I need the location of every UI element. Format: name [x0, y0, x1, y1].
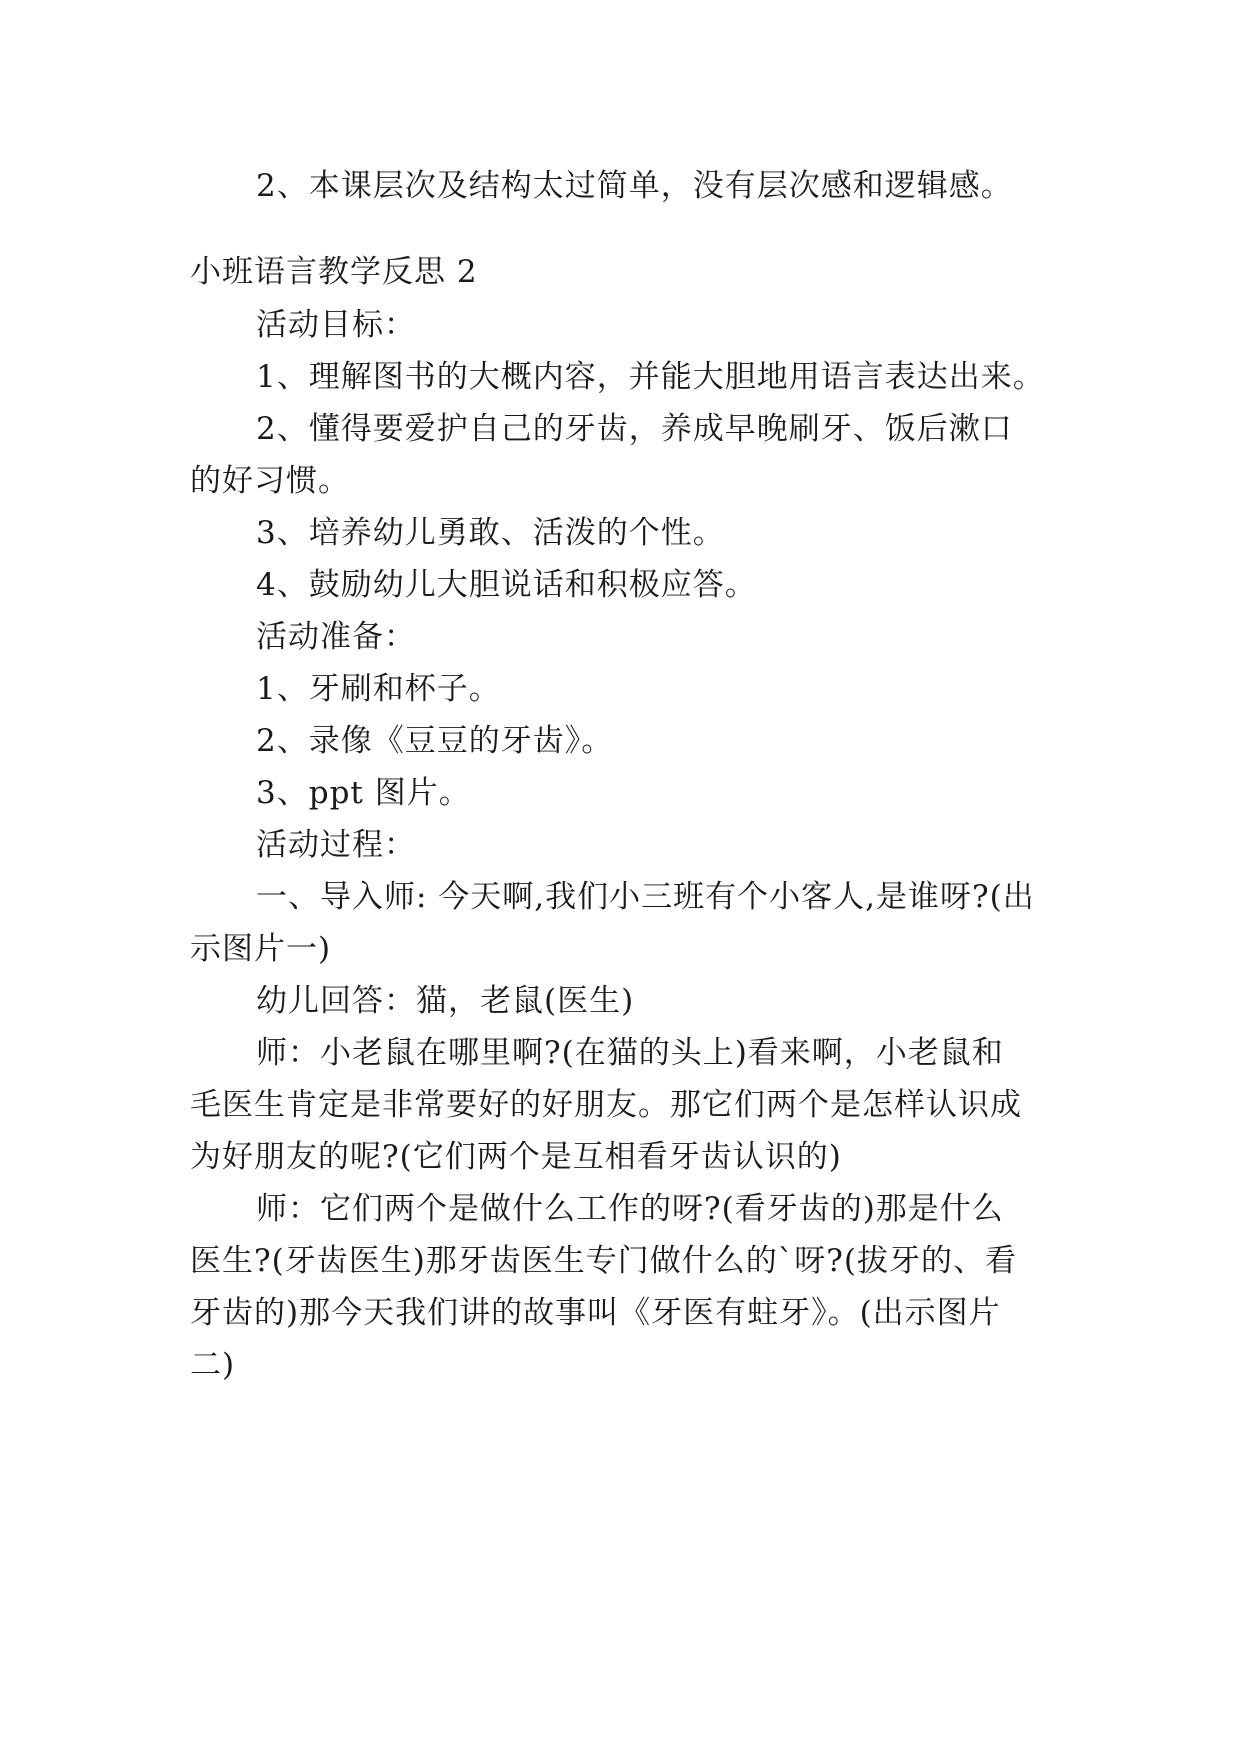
goal-item-3: 3、培养幼儿勇敢、活泼的个性。 [256, 515, 725, 551]
teacher-dialogue-2-line-2: 医生?(牙齿医生)那牙齿医生专门做什么的`呀?(拔牙的、看 [190, 1243, 1018, 1279]
goal-item-4: 4、鼓励幼儿大胆说话和积极应答。 [256, 567, 757, 603]
goals-heading: 活动目标： [256, 307, 416, 343]
process-intro-line-2: 示图片一) [190, 931, 332, 967]
goal-item-2-line-2: 的好习惯。 [190, 463, 350, 499]
child-answer: 幼儿回答：猫，老鼠(医生) [256, 983, 635, 1019]
goal-item-1: 1、理解图书的大概内容，并能大胆地用语言表达出来。 [256, 359, 1045, 395]
teacher-dialogue-1-line-3: 为好朋友的呢?(它们两个是互相看牙齿认识的) [190, 1139, 842, 1175]
teacher-dialogue-2-line-4: 二) [190, 1347, 236, 1383]
prep-item-1: 1、牙刷和杯子。 [256, 671, 501, 707]
process-intro-line-1: 一、导入师: 今天啊,我们小三班有个小客人,是谁呀?(出 [256, 879, 1035, 915]
teacher-dialogue-2-line-3: 牙齿的)那今天我们讲的故事叫《牙医有蛀牙》。(出示图片 [190, 1295, 1001, 1331]
prep-item-2: 2、录像《豆豆的牙齿》。 [256, 723, 614, 759]
process-heading: 活动过程： [256, 827, 416, 863]
prep-heading: 活动准备： [256, 619, 416, 655]
teacher-dialogue-1-line-1: 师：小老鼠在哪里啊?(在猫的头上)看来啊，小老鼠和 [256, 1035, 1004, 1071]
paragraph-summary-point-2: 2、本课层次及结构太过简单，没有层次感和逻辑感。 [256, 168, 1013, 204]
prep-item-3: 3、ppt 图片。 [256, 775, 471, 811]
teacher-dialogue-2-line-1: 师：它们两个是做什么工作的呀?(看牙齿的)那是什么 [256, 1191, 1004, 1227]
goal-item-2-line-1: 2、懂得要爱护自己的牙齿，养成早晚刷牙、饭后漱口 [256, 411, 1013, 447]
teacher-dialogue-1-line-2: 毛医生肯定是非常要好的好朋友。那它们两个是怎样认识成 [190, 1087, 1022, 1123]
section-title: 小班语言教学反思 2 [190, 254, 478, 290]
